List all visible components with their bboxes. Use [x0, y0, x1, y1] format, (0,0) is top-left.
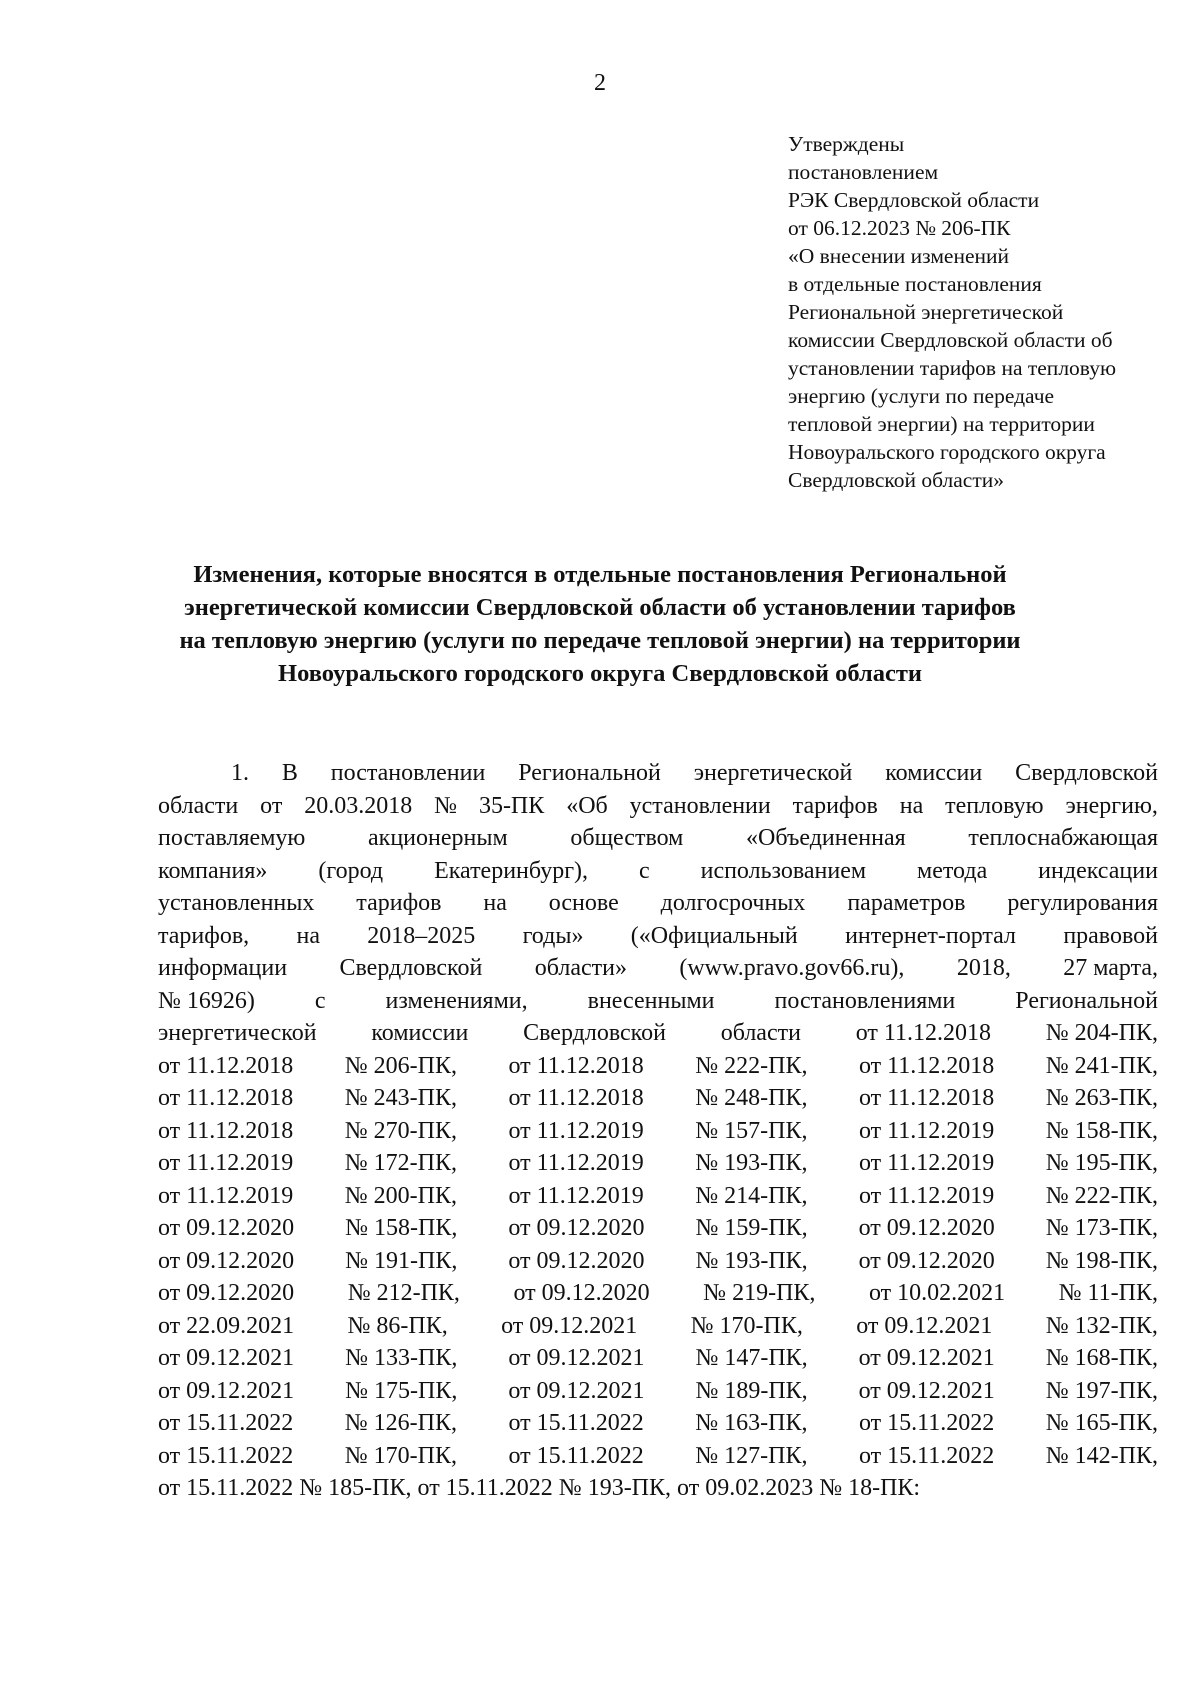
page-number: 2: [594, 70, 606, 96]
title-line: Новоуральского городского округа Свердловской области: [278, 660, 922, 687]
paragraph-line: [158, 985, 1158, 1018]
word: компания»: [158, 857, 268, 884]
act-date: от 09.12.2021: [858, 1345, 995, 1371]
paragraph-line: [158, 757, 1158, 790]
act-date: от 22.09.2021: [158, 1312, 295, 1339]
paragraph-line: [158, 822, 1158, 855]
act-number: № 193-ПК,: [695, 1150, 808, 1176]
approval-line: РЭК Свердловской области: [788, 188, 1040, 212]
approval-line: «О внесении изменений: [788, 244, 1010, 268]
word: комиссии: [885, 760, 983, 786]
word: внесенными: [587, 987, 715, 1014]
act-number: № 214-ПК,: [695, 1182, 808, 1209]
word: области: [158, 792, 239, 819]
word: 1.: [231, 760, 249, 786]
title-line: Изменения, которые вносятся в отдельные постановления Региональной: [193, 561, 1007, 588]
paragraph-last-line: от 15.11.2022 № 185-ПК, от 15.11.2022 № 193-ПК, от 09.02.2023 № 18-ПК:: [158, 1475, 921, 1501]
word: области»: [534, 955, 627, 981]
word: тарифов: [356, 890, 442, 916]
act-number: № 86-ПК,: [347, 1312, 448, 1339]
word: Региональной: [518, 760, 661, 786]
act-number: № 248-ПК,: [695, 1085, 808, 1111]
act-number: № 191-ПК,: [345, 1247, 458, 1274]
act-date: от 11.12.2018: [858, 1085, 995, 1111]
word: (город: [318, 857, 384, 884]
act-number: № 126-ПК,: [344, 1410, 457, 1436]
act-number: № 168-ПК,: [1045, 1345, 1158, 1371]
word: от 11.12.2018: [855, 1020, 991, 1046]
word: энергетической: [693, 760, 853, 786]
amendment-acts-list: [158, 1050, 1158, 1473]
act-number: № 206-ПК,: [344, 1052, 457, 1079]
word: правовой: [1063, 922, 1158, 949]
word: акционерным: [368, 825, 508, 851]
act-number: № 127-ПК,: [695, 1442, 808, 1469]
act-date: от 10.02.2021: [868, 1280, 1006, 1306]
act-date: от 09.12.2021: [501, 1312, 638, 1339]
act-date: от 11.12.2019: [508, 1182, 644, 1209]
word: поставляемую: [158, 825, 306, 851]
word: основе: [548, 890, 619, 916]
word: Екатеринбург),: [434, 857, 589, 884]
act-date: от 09.12.2021: [856, 1312, 993, 1339]
act-number: № 11-ПК,: [1058, 1280, 1158, 1306]
paragraph-line: [158, 887, 1158, 920]
word: области: [720, 1020, 801, 1046]
acts-row: [158, 1180, 1158, 1213]
act-date: от 09.12.2021: [508, 1345, 645, 1371]
act-date: от 09.12.2020: [508, 1247, 645, 1274]
act-number: № 222-ПК,: [695, 1052, 808, 1079]
approval-line: установлении тарифов на тепловую: [788, 356, 1117, 380]
act-number: № 270-ПК,: [344, 1117, 457, 1144]
act-date: от 09.12.2020: [158, 1215, 295, 1241]
approval-line: Региональной энергетической: [788, 300, 1064, 324]
word: с: [314, 987, 326, 1014]
document-title: [100, 558, 1100, 690]
word: комиссии: [371, 1020, 469, 1046]
acts-row: [158, 1342, 1158, 1375]
word: изменениями,: [385, 987, 528, 1014]
act-number: № 158-ПК,: [345, 1215, 458, 1241]
approval-line: тепловой энергии) на территории: [788, 412, 1095, 436]
act-date: от 09.12.2020: [513, 1280, 650, 1306]
word: №: [434, 792, 458, 819]
word: регулирования: [1007, 890, 1158, 916]
word: на: [899, 792, 924, 819]
word: тепловую: [945, 792, 1044, 819]
word: годы»: [522, 922, 584, 949]
act-number: № 241-ПК,: [1045, 1052, 1158, 1079]
act-date: от 09.12.2021: [158, 1377, 295, 1404]
word: долгосрочных: [660, 890, 806, 916]
word: параметров: [847, 890, 966, 916]
paragraph-line: [158, 790, 1158, 823]
word: от: [260, 792, 283, 819]
word: 27 марта,: [1063, 955, 1158, 981]
acts-row: [158, 1440, 1158, 1473]
act-number: № 163-ПК,: [695, 1410, 808, 1436]
act-date: от 11.12.2018: [508, 1052, 644, 1079]
act-number: № 132-ПК,: [1045, 1312, 1158, 1339]
act-number: № 165-ПК,: [1045, 1410, 1158, 1436]
word: («Официальный: [630, 922, 798, 949]
word: № 204-ПК,: [1045, 1020, 1158, 1046]
word: индексации: [1038, 857, 1158, 884]
word: тарифов,: [158, 922, 250, 949]
act-date: от 09.12.2021: [158, 1345, 295, 1371]
word: Свердловской: [523, 1020, 666, 1046]
act-number: № 133-ПК,: [345, 1345, 458, 1371]
act-date: от 11.12.2019: [508, 1117, 644, 1144]
word: информации: [158, 955, 288, 981]
word: Свердловской: [1015, 760, 1158, 786]
word: с: [638, 857, 650, 884]
act-date: от 09.12.2020: [858, 1247, 995, 1274]
acts-row: [158, 1375, 1158, 1408]
act-date: от 11.12.2019: [858, 1150, 995, 1176]
act-number: № 195-ПК,: [1045, 1150, 1158, 1176]
word: постановлениями: [774, 987, 956, 1014]
act-date: от 11.12.2019: [858, 1117, 995, 1144]
word: Региональной: [1015, 987, 1158, 1014]
word: 2018–2025: [367, 922, 476, 949]
act-number: № 219-ПК,: [703, 1280, 816, 1306]
act-number: № 198-ПК,: [1045, 1247, 1158, 1274]
act-date: от 11.12.2019: [158, 1150, 294, 1176]
word: энергетической: [158, 1020, 317, 1046]
act-date: от 11.12.2019: [858, 1182, 995, 1209]
act-date: от 15.11.2022: [508, 1410, 644, 1436]
acts-row: [158, 1310, 1158, 1343]
approval-line: в отдельные постановления: [788, 272, 1042, 296]
acts-row: [158, 1050, 1158, 1083]
act-date: от 11.12.2018: [158, 1085, 294, 1111]
approval-line: Новоуральского городского округа: [788, 440, 1106, 464]
word: тарифов: [792, 792, 878, 819]
paragraph-line: [158, 1017, 1158, 1050]
act-date: от 15.11.2022: [158, 1442, 294, 1469]
word: 20.03.2018: [304, 792, 413, 819]
word: «Объединенная: [746, 825, 906, 851]
act-date: от 11.12.2019: [508, 1150, 644, 1176]
act-date: от 15.11.2022: [858, 1410, 995, 1436]
act-number: № 175-ПК,: [345, 1377, 458, 1404]
word: использованием: [700, 857, 867, 884]
word: № 16926): [158, 987, 255, 1014]
acts-row: [158, 1147, 1158, 1180]
paragraph-line: [158, 855, 1158, 888]
word: энергию,: [1065, 792, 1158, 819]
act-number: № 263-ПК,: [1045, 1085, 1158, 1111]
acts-row: [158, 1245, 1158, 1278]
paragraph-line: [158, 920, 1158, 953]
word: установлении: [629, 792, 771, 819]
act-date: от 15.11.2022: [858, 1442, 995, 1469]
approval-line: Утверждены: [788, 132, 905, 156]
word: на: [483, 890, 507, 916]
act-number: № 172-ПК,: [344, 1150, 457, 1176]
word: «Об: [566, 792, 608, 819]
paragraph-line: [158, 952, 1158, 985]
act-number: № 147-ПК,: [695, 1345, 808, 1371]
act-date: от 11.12.2018: [858, 1052, 995, 1079]
act-date: от 09.12.2021: [508, 1377, 645, 1404]
act-date: от 09.12.2020: [158, 1247, 295, 1274]
act-date: от 09.12.2020: [158, 1280, 295, 1306]
act-number: № 243-ПК,: [344, 1085, 457, 1111]
word: (www.pravo.gov66.ru),: [679, 955, 905, 981]
act-number: № 193-ПК,: [695, 1247, 808, 1274]
word: установленных: [158, 890, 315, 916]
act-date: от 15.11.2022: [508, 1442, 644, 1469]
word: 2018,: [956, 955, 1011, 981]
word: постановлении: [330, 760, 486, 786]
word: Свердловской: [339, 955, 483, 981]
approval-line: постановлением: [788, 160, 939, 184]
word: на: [296, 922, 320, 949]
act-date: от 09.12.2020: [858, 1215, 995, 1241]
approval-line: комиссии Свердловской области об: [788, 328, 1113, 352]
act-date: от 11.12.2018: [158, 1052, 294, 1079]
approval-line: от 06.12.2023 № 206-ПК: [788, 216, 1011, 240]
acts-row: [158, 1277, 1158, 1310]
word: 35-ПК: [478, 792, 545, 819]
act-date: от 15.11.2022: [158, 1410, 294, 1436]
word: теплоснабжающая: [968, 825, 1158, 851]
act-number: № 197-ПК,: [1045, 1377, 1158, 1404]
word: обществом: [570, 825, 684, 851]
acts-row: [158, 1407, 1158, 1440]
act-number: № 157-ПК,: [695, 1117, 808, 1144]
acts-row: [158, 1115, 1158, 1148]
act-number: № 200-ПК,: [344, 1182, 457, 1209]
approval-block: [788, 130, 1178, 494]
act-date: от 09.12.2021: [858, 1377, 995, 1404]
paragraph-lines: [158, 757, 1158, 1050]
word: интернет-портал: [845, 922, 1017, 949]
act-number: № 173-ПК,: [1045, 1215, 1158, 1241]
word: метода: [917, 857, 988, 884]
act-date: от 11.12.2018: [158, 1117, 294, 1144]
act-number: № 158-ПК,: [1045, 1117, 1158, 1144]
act-number: № 212-ПК,: [347, 1280, 460, 1306]
act-date: от 11.12.2018: [508, 1085, 644, 1111]
act-date: от 11.12.2019: [158, 1182, 294, 1209]
act-number: № 159-ПК,: [695, 1215, 808, 1241]
word: В: [281, 760, 298, 786]
act-number: № 170-ПК,: [690, 1312, 803, 1339]
act-number: № 222-ПК,: [1045, 1182, 1158, 1209]
title-line: энергетической комиссии Свердловской области об установлении тарифов: [184, 594, 1016, 621]
acts-row: [158, 1212, 1158, 1245]
act-number: № 189-ПК,: [695, 1377, 808, 1404]
title-line: на тепловую энергию (услуги по передаче тепловой энергии) на территории: [179, 627, 1021, 654]
approval-line: энергию (услуги по передаче: [788, 384, 1055, 408]
paragraph-1: [158, 757, 1158, 1505]
act-number: № 170-ПК,: [344, 1442, 457, 1469]
act-number: № 142-ПК,: [1045, 1442, 1158, 1469]
acts-row: [158, 1082, 1158, 1115]
approval-line: Свердловской области»: [788, 468, 1004, 492]
act-date: от 09.12.2020: [508, 1215, 645, 1241]
